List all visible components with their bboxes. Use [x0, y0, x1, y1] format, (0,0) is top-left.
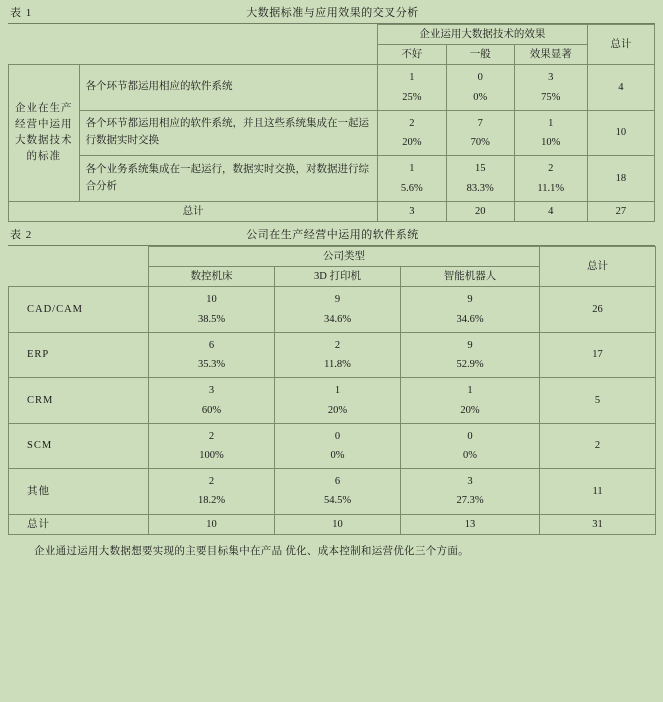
table2-cell-count: 3 — [208, 385, 215, 397]
table1-cell-count: 2 — [548, 163, 554, 175]
table1-row-group-label: 企业在生产经营中运用大数据技术的标准 — [9, 65, 80, 201]
table1 — [8, 24, 655, 222]
table2-cell-count: 6 — [208, 339, 215, 351]
table1-header-row-1 — [9, 25, 655, 45]
table2-cell — [275, 423, 401, 468]
table1-cell-percent: 25% — [402, 91, 422, 103]
table2-cell-percent: 11.8% — [324, 359, 351, 371]
table2-total-row — [9, 514, 656, 534]
table2-row — [9, 287, 656, 332]
table1-col-significant: 效果显著 — [514, 45, 587, 65]
table1-caption — [8, 0, 655, 23]
table2-row-label: SCM — [9, 423, 149, 468]
table2-row-total: 5 — [540, 378, 656, 423]
table2-cell — [401, 332, 540, 377]
table2-cell-percent: 38.5% — [197, 313, 226, 325]
table1-cell — [514, 156, 587, 201]
table2-col-3dprinter: 3D 打印机 — [275, 267, 401, 287]
table1-row-label: 各个业务系统集成在一起运行，数据实时交换，对数据进行综合分析 — [79, 156, 378, 201]
table2-cell — [275, 469, 401, 514]
table1-cell — [378, 110, 446, 155]
table2-corner-blank — [9, 246, 149, 266]
table2-cell-percent: 34.6% — [456, 313, 484, 325]
table1-cell-percent: 5.6% — [400, 182, 423, 194]
table1-caption-title: 大数据标准与应用效果的交叉分析 — [246, 7, 419, 19]
table2-cell-count: 0 — [467, 430, 473, 442]
table1-cell-count: 7 — [477, 117, 483, 129]
table2-cell — [275, 378, 401, 423]
table2-cell — [401, 469, 540, 514]
table2-col-robot: 智能机器人 — [401, 267, 540, 287]
table2-cell — [149, 469, 275, 514]
table2-cell — [401, 423, 540, 468]
table2-cell — [401, 287, 540, 332]
table2-row-label: 其他 — [9, 469, 149, 514]
table1-cell-count: 15 — [474, 163, 486, 175]
table1-cell — [446, 110, 514, 155]
table1-cell-count: 1 — [548, 117, 554, 129]
table2-cell-percent: 0% — [330, 449, 345, 461]
table1-caption-label: 表 1 — [10, 7, 33, 19]
table1-cell-count: 1 — [409, 72, 415, 84]
table2-cell-count: 1 — [467, 385, 473, 397]
table2-total-cell: 10 — [275, 514, 401, 534]
table1-total-cell: 20 — [446, 201, 514, 221]
table2 — [8, 246, 656, 535]
table2-total-cell: 10 — [149, 514, 275, 534]
table1-cell — [378, 156, 446, 201]
table1-blank-b — [79, 45, 378, 65]
table1-row — [9, 156, 655, 201]
table1-total-cell: 3 — [378, 201, 446, 221]
table1-cell-count: 3 — [548, 72, 554, 84]
table1-cell — [514, 65, 587, 110]
table1-cell-percent: 20% — [402, 137, 422, 149]
table2-company-header: 公司类型 — [149, 246, 540, 266]
table1-cell-percent: 0% — [473, 91, 488, 103]
table2-cell-count: 3 — [467, 476, 473, 488]
table2-total-row-label: 总计 — [9, 514, 149, 534]
table2-cell-count: 2 — [208, 476, 215, 488]
table2-cell-percent: 20% — [327, 404, 348, 416]
table2-cell-count: 9 — [467, 339, 473, 351]
table2-row-label: ERP — [9, 332, 149, 377]
table2-cell-count: 9 — [334, 294, 341, 306]
table1-row-total: 4 — [587, 65, 654, 110]
table2-cell-percent: 0% — [463, 449, 477, 461]
table1-cell-percent: 83.3% — [466, 182, 494, 194]
table2-cell — [149, 378, 275, 423]
table1-row — [9, 110, 655, 155]
table1-col-bad: 不好 — [378, 45, 446, 65]
table1-cell — [514, 110, 587, 155]
table2-cell — [149, 423, 275, 468]
table1-cell — [378, 65, 446, 110]
table1-cell-count: 1 — [409, 163, 415, 175]
table2-cell-count: 6 — [334, 476, 341, 488]
table1-cell-percent: 10% — [541, 137, 561, 149]
table2-cell-count: 9 — [467, 294, 473, 306]
table1-total-header: 总计 — [587, 25, 654, 65]
table1-cell-count: 0 — [477, 72, 483, 84]
table2-row-total: 2 — [540, 423, 656, 468]
table2-row-label: CRM — [9, 378, 149, 423]
table2-cell-count: 2 — [208, 430, 215, 442]
table2-cell-percent: 60% — [201, 404, 222, 416]
table1-total-row-label: 总计 — [9, 201, 378, 221]
table2-cell-percent: 100% — [199, 449, 224, 461]
table2-cell-count: 10 — [206, 294, 217, 306]
table2-blank-a — [9, 267, 149, 287]
table2-cell — [401, 378, 540, 423]
table2-cell-percent: 54.5% — [323, 495, 352, 507]
table2-caption-label: 表 2 — [10, 228, 33, 241]
table1-blank-a — [9, 45, 80, 65]
table1-col-average: 一般 — [446, 45, 514, 65]
table2-caption — [8, 222, 655, 245]
table2-cell-count: 0 — [334, 430, 341, 442]
table2-cell — [149, 332, 275, 377]
table1-cell-percent: 70% — [470, 137, 490, 149]
table1-cell-count: 2 — [409, 117, 415, 129]
table1-corner-blank — [9, 25, 80, 45]
table1-total-row — [9, 201, 655, 221]
table2-cell — [149, 287, 275, 332]
table2-row — [9, 332, 656, 377]
table1-row-label: 各个环节都运用相应的软件系统 — [79, 65, 378, 110]
table2-total-cell: 13 — [401, 514, 540, 534]
table2-cell-percent: 18.2% — [197, 495, 226, 507]
table2-caption-title: 公司在生产经营中运用的软件系统 — [246, 228, 419, 241]
table1-header-row-2 — [9, 45, 655, 65]
table1-row-total: 18 — [587, 156, 654, 201]
table1-row-total: 10 — [587, 110, 654, 155]
table1-cell — [446, 65, 514, 110]
table1-total-cell: 4 — [514, 201, 587, 221]
table1-corner-blank-2 — [79, 25, 378, 45]
table2-cell-percent: 52.9% — [456, 359, 484, 371]
table2-cell-count: 2 — [334, 339, 341, 351]
table2-cell-count: 1 — [334, 385, 341, 397]
table2-total-header: 总计 — [540, 246, 656, 286]
table2-col-cnc: 数控机床 — [149, 267, 275, 287]
table1-row — [9, 65, 655, 110]
table2-row — [9, 423, 656, 468]
table1-cell — [446, 156, 514, 201]
table1-cell-percent: 11.1% — [537, 182, 565, 194]
table2-cell — [275, 332, 401, 377]
table2-cell-percent: 34.6% — [323, 313, 352, 325]
table2-cell-percent: 20% — [460, 404, 480, 416]
table2-header-row-1 — [9, 246, 656, 266]
table2-row-total: 17 — [540, 332, 656, 377]
footer-note: 企业通过运用大数据想要实现的主要目标集中在产品 优化、成本控制和运营优化三个方面。 — [34, 545, 469, 557]
table2-row — [9, 378, 656, 423]
table2-row-label: CAD/CAM — [9, 287, 149, 332]
table2-row-total: 11 — [540, 469, 656, 514]
table1-effect-header: 企业运用大数据技术的效果 — [378, 25, 588, 45]
table2-cell-percent: 35.3% — [197, 359, 226, 371]
table1-row-label: 各个环节都运用相应的软件系统，并且这些系统集成在一起运行数据实时交换 — [79, 110, 378, 155]
table2-row — [9, 469, 656, 514]
table1-cell-percent: 75% — [541, 91, 561, 103]
table2-row-total: 26 — [540, 287, 656, 332]
table2-cell — [275, 287, 401, 332]
table1-grand-total: 27 — [587, 201, 654, 221]
table2-cell-percent: 27.3% — [456, 495, 484, 507]
table2-grand-total: 31 — [540, 514, 656, 534]
